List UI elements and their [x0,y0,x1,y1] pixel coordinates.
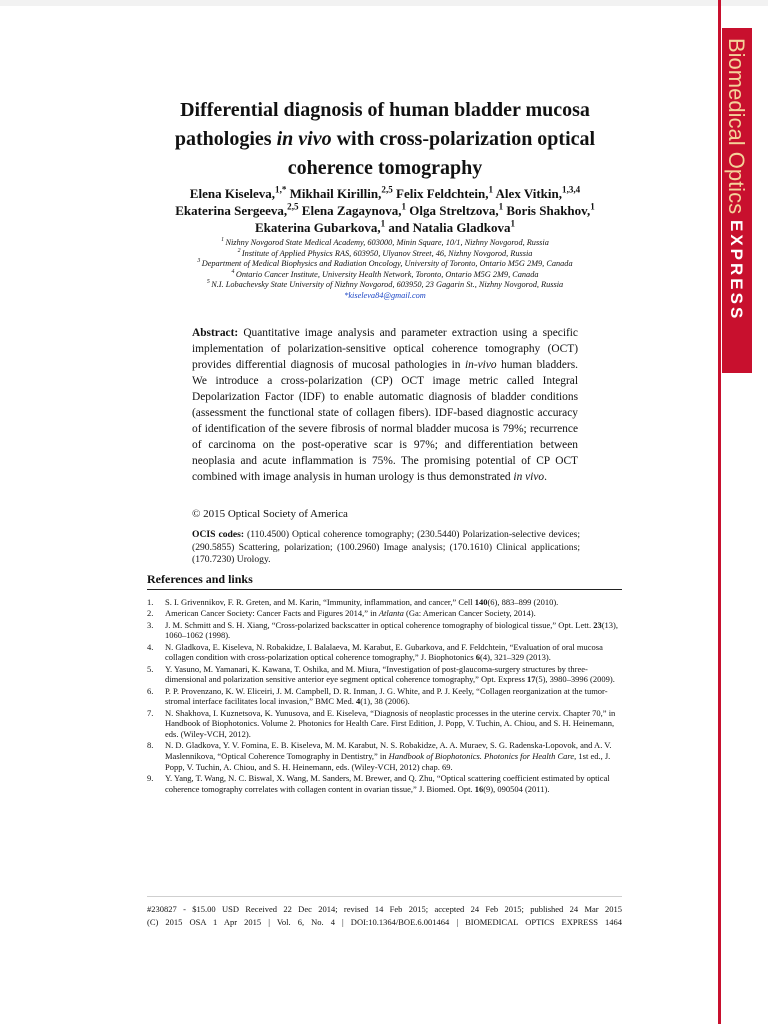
reference-number: 3. [147,619,154,630]
reference-list [147,597,622,795]
reference-item [147,773,622,794]
references-divider [147,589,622,590]
author-affiliation-mark: 1,3,4 [562,184,581,195]
reference-number: 2. [147,608,154,619]
reference-number: 1. [147,597,154,607]
abstract-text: Quantitative image analysis and parameter extraction using a specific implementation of polarization-sensitive optical coherence tomography (OCT) provides differential diagnosis of mucosal pathologies in [192,327,578,371]
reference-item [147,708,622,740]
author-name: and Natalia Gladkova [388,220,511,235]
affiliation-list [140,238,630,291]
affiliation-line: $^3$ Department of Medical Biophysics and Radiation Oncology, University of Toronto, Ontario M5G 2M9, Canada [197,258,573,268]
reference-number: 5. [147,663,154,674]
author-affiliation-mark: 2,5 [381,184,393,195]
reference-text: N. D. Gladkova, Y. V. Fomina, E. B. Kiseleva, M. M. Karabut, N. S. Robakidze, A. A. Muraev, S. G. Radenska-Lopovok, and A. V. Maslennikova, “Optical Coherence Tomography in Dentistry,” in Handbook of Biophotonics. Photonics for Health Care, 1st ed., J. Popp, V. Tuchin, A. Chiou, and S. H. Heinemann, eds. (Wiley-VCH, 2012) chap. 69. [165,740,612,772]
affiliation-line: $^1$ Nizhny Novgorod State Medical Academy, 603000, Minin Square, 10/1, Nizhny Novgorod, Russia [221,237,549,247]
reference-item [147,664,622,685]
author-affiliation-mark: 1 [401,201,407,212]
author-name: Ekaterina Sergeeva, [175,203,288,218]
author-name: Alex Vitkin, [495,186,563,201]
journal-logo [725,38,749,363]
affiliations [140,238,630,301]
reference-number: 6. [147,685,154,696]
footer-line-2: (C) 2015 OSA 1 Apr 2015 | Vol. 6, No. 4 | DOI:10.1364/BOE.6.001464 | BIOMEDICAL OPTICS EXPRESS 1464 [147,917,622,927]
reference-text: S. I. Grivennikov, F. R. Greten, and M. Karin, “Immunity, inflammation, and cancer,” Cell 140(6), 883–899 (2010). [165,597,559,607]
reference-item [147,620,622,641]
reference-text: American Cancer Society: Cancer Facts and Figures 2014,” in Atlanta (Ga: American Cancer Society, 2014). [165,608,536,619]
title-text-end: with cross-polarization optical coherence tomography [287,128,596,179]
reference-text: N. Gladkova, E. Kiseleva, N. Robakidze, I. Balalaeva, M. Karabut, E. Gubarkova, and F. Feldchtein, “Evaluation of oral mucosa collagen condition with cross-polarization optical coherence tomography,” J. Biophotonics 6(4), 321–329 (2013). [165,641,603,663]
reference-number: 7. [147,707,154,718]
page-footer [147,903,622,929]
abstract-emphasis: in-vivo [464,359,497,371]
abstract-text: human bladders. We introduce a cross-polarization (CP) OCT image metric called Integral Depolarization Factor (IDF) to enable automatic diagnosis of bladder conditions (assessment the functional state of collagen fibers). IDF-based diagnostic accuracy of identification of the severe fibrosis of normal bladder mucosa is 79%; recurrence of carcinoma on the post-operative scar is 97%; and differentiation between neoplasia and acute inflammation is 75%. The promising potential of CP OCT combined with image analysis in human urology is thus demonstrated [192,359,579,483]
reference-text: N. Shakhova, I. Kuznetsova, K. Yunusova, and E. Kiseleva, “Diagnosis of neoplastic processes in the uterine cervix. Chapter 70,” in Handbook of Biophotonics. Volume 2. Photonics for Health Care. First Edition, J. Popp, V. Tuchin, A. Chiou, and S. H. Heinemann, eds. (Wiley-VCH, 2012). [165,707,616,739]
references-heading: References and links [147,572,253,586]
reference-number: 9. [147,773,154,783]
reference-item [147,686,622,707]
footer-divider [147,896,622,897]
reference-number: 4. [147,641,154,652]
affiliation-line: $^5$ N.I. Lobachevsky State University of Nizhny Novgorod, 603950, 23 Gagarin St., Nizhny Novgorod, Russia [206,279,564,289]
journal-name-part1: Biomedical Optics [724,38,749,215]
title-emphasis: in vivo [276,128,332,150]
author-affiliation-mark: 2,5 [287,201,299,212]
reference-item [147,740,622,772]
reference-text: P. P. Provenzano, K. W. Eliceiri, J. M. Campbell, D. R. Inman, J. G. White, and P. J. Keely, “Collagen reorganization at the tumor-stromal interface facilitates local invasion,” BMC Med. 4(1), 38 (2006). [165,685,608,707]
copyright-notice: © 2015 Optical Society of America [192,508,348,520]
abstract [192,325,578,485]
author-affiliation-mark: 1 [488,184,493,195]
author-name: Mikhail Kirillin, [289,186,382,201]
reference-number: 8. [147,740,154,751]
author-name: Ekaterina Gubarkova, [254,220,381,235]
author-name: Elena Zagaynova, [301,203,402,218]
ocis-label: OCIS codes: [192,529,245,540]
abstract-emphasis: in vivo [513,471,545,483]
reference-text: Y. Yasuno, M. Yamanari, K. Kawana, T. Oshika, and M. Miura, “Investigation of post-glaucoma-surgery structures by three-dimensional and polarization sensitive anterior eye segment optical coherence tomography,” Opt. Express 17(5), 3980–3996 (2009). [165,663,615,685]
title-text: Differential diagnosis of human bladder mucosa pathologies [174,99,590,150]
author-affiliation-mark: 1 [498,201,504,212]
author-list [140,185,630,236]
abstract-label: Abstract: [192,327,239,339]
reference-item [147,608,622,619]
reference-text: J. M. Schmitt and S. H. Xiang, “Cross-polarized backscatter in optical coherence tomography of biological tissue,” Opt. Lett. 23(13), 1060–1062 (1998). [165,619,618,641]
author-email-link[interactable]: *kiseleva84@gmail.com [344,290,426,300]
author-affiliation-mark: 1 [590,201,595,212]
footer-line-1: #230827 - $15.00 USD Received 22 Dec 2014; revised 14 Feb 2015; accepted 24 Feb 2015; published 24 Mar 2015 [147,904,622,914]
affiliation-line: $^4$ Ontario Cancer Institute, University Health Network, Toronto, Ontario M5G 2M9, Canada [231,268,539,279]
author-name: Felix Feldchtein, [396,186,489,201]
journal-name-part2: EXPRESS [727,220,746,322]
ocis-codes [192,529,580,567]
author-affiliation-mark: 1 [380,218,386,229]
top-margin-strip [0,0,768,6]
paper-title [140,96,630,183]
reference-text: Y. Yang, T. Wang, N. C. Biswal, X. Wang, M. Sanders, M. Brewer, and Q. Zhu, “Optical scattering coefficient estimated by optical coherence tomography correlates with collagen content in ovarian tissue,” J. Biomed. Opt. 16(9), 090504 (2011). [165,773,610,794]
ocis-text: (110.4500) Optical coherence tomography; (230.5440) Polarization-selective devices; (290.5855) Scattering, polarization; (100.2960) Image analysis; (170.1610) Clinical applications; (170.7230) Urology. [192,529,580,565]
reference-item [147,642,622,663]
author-name: Boris Shakhov, [506,203,591,218]
author-name: Olga Streltzova, [409,203,499,218]
author-affiliation-mark: 1 [510,218,516,229]
reference-item [147,597,622,608]
affiliation-line: $^2$ Institute of Applied Physics RAS, 603950, Ulyanov Street, 46, Nizhny Novgorod, Russia [237,247,533,258]
author-affiliation-mark: 1,* [275,184,287,195]
abstract-text: . [544,471,547,483]
author-name: Elena Kiseleva, [189,186,276,201]
journal-band-line [718,0,721,1024]
